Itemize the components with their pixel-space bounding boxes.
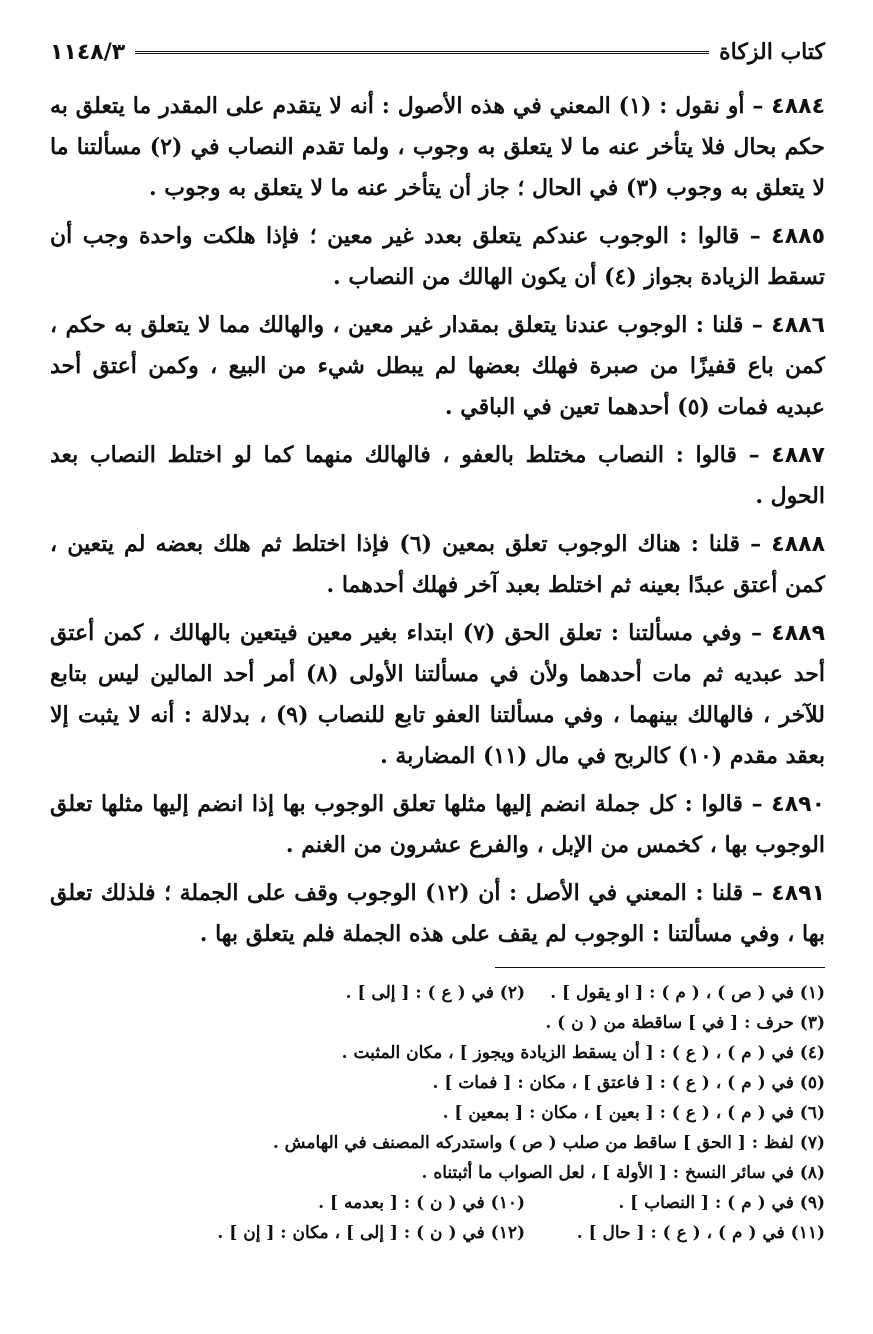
footnote-8: (٨) في سائر النسخ : [ الأولة ] ، لعل الصواب ما أثبتناه . (421, 1163, 825, 1183)
footnote-row (50, 978, 825, 1008)
header-rule (135, 51, 709, 54)
page-number: ١١٤٨/٣ (50, 39, 126, 65)
paragraph-number: ٤٨٩٠ (771, 792, 826, 817)
footnote-5: (٥) في ( م ) ، ( ع ) : [ فاعتق ] ، مكان : [ فمات ] . (432, 1073, 825, 1093)
paragraph (50, 613, 825, 777)
book-page (50, 30, 825, 1248)
paragraph-number: ٤٨٨٤ (771, 94, 825, 119)
footnote-4: (٤) في ( م ) ، ( ع ) : [ أن يسقط الزيادة ويجوز ] ، مكان المثبت . (341, 1043, 825, 1063)
footnote-11: (١١) في ( م ) ، ( ع ) : [ حال ] . (576, 1223, 825, 1243)
paragraph-text: – وفي مسألتنا : تعلق الحق (٧) ابتداء بغير معين فيتعين بالهالك ، كمن أعتق أحد عبديه ثم مات أحدهما ولأن في مسألتنا الأولى (٨) أمر أحد المالين ليس بتابع للآخر ، فالهالك بينهما ، وفي مسألتنا العفو تابع للنصاب (٩) ، بدلالة : أنه لا يثبت إلا بعقد مقدم (١٠) كالربح في مال (١١) المضاربة . (50, 620, 826, 769)
footnote-10: (١٠) في ( ن ) : [ بعدمه ] . (318, 1193, 525, 1213)
footnote-12: (١٢) في ( ن ) : [ إلى ] ، مكان : [ إن ] . (217, 1223, 525, 1243)
paragraph-text: – قلنا : المعني في الأصل : أن (١٢) الوجوب وقف على الجملة ؛ فلذلك تعلق بها ، وفي مسألتنا : الوجوب لم يقف على هذه الجملة فلم يتعلق بها . (50, 880, 825, 947)
paragraph-text: – قالوا : كل جملة انضم إليها مثلها تعلق الوجوب بها إذا انضم إليها مثلها تعلق الوجوب بها ، كخمس من الإبل ، والفرع عشرون من الغنم . (50, 791, 825, 858)
paragraph-text: – قلنا : الوجوب عندنا يتعلق بمقدار غير معين ، والهالك مما لا يتعلق به حكم ، كمن باع قفيزًا من صبرة فهلك بعضها لم يبطل شيء من البيع ، وكمن أعتق أحد عبديه فمات (٥) أحدهما تعين في الباقي . (50, 312, 825, 420)
paragraph-text: – أو نقول : (١) المعني في هذه الأصول : أنه لا يتقدم على المقدر ما يتعلق به حكم بحال فلا يتأخر عنه ما لا يتعلق به وجوب ، ولما تقدم النصاب في (٢) مسألتنا ما لا يتعلق به وجوب (٣) في الحال ؛ جاز أن يتأخر عنه ما لا يتعلق به وجوب . (50, 93, 825, 201)
paragraph (50, 435, 825, 517)
paragraph (50, 216, 825, 298)
book-title: كتاب الزكاة (719, 39, 825, 65)
paragraph-text: – قلنا : هناك الوجوب تعلق بمعين (٦) فإذا اختلط ثم هلك بعضه لم يتعين ، كمن أعتق عبدًا بعينه ثم اختلط بعبد آخر فهلك أحدهما . (50, 531, 825, 598)
page-header (50, 30, 825, 74)
footnote-6: (٦) في ( م ) ، ( ع ) : [ بعين ] ، مكان : [ بمعين ] . (442, 1103, 825, 1123)
footnote-row (50, 1218, 825, 1248)
paragraph (50, 784, 825, 866)
paragraph-number: ٤٨٨٨ (771, 532, 825, 557)
main-text (50, 86, 825, 955)
paragraph-number: ٤٨٨٩ (771, 621, 825, 646)
footnote-separator (495, 967, 825, 968)
footnote-2: (٢) في ( ع ) : [ إلى ] . (345, 983, 525, 1003)
footnote-1: (١) في ( ص ) ، ( م ) : [ او يقول ] . (550, 983, 825, 1003)
paragraph (50, 524, 825, 606)
footnote-row (50, 1188, 825, 1218)
paragraph-text: – قالوا : النصاب مختلط بالعفو ، فالهالك منهما كما لو اختلط النصاب بعد الحول . (50, 442, 825, 509)
paragraph-number: ٤٨٩١ (771, 881, 825, 906)
paragraph-number: ٤٨٨٥ (771, 224, 826, 249)
footnote-3: (٣) حرف : [ في ] ساقطة من ( ن ) . (545, 1013, 825, 1033)
paragraph-number: ٤٨٨٧ (771, 443, 825, 468)
paragraph (50, 305, 825, 428)
footnotes (50, 978, 825, 1248)
paragraph-number: ٤٨٨٦ (771, 313, 825, 338)
footnote-9: (٩) في ( م ) : [ النصاب ] . (618, 1193, 825, 1213)
footnote-7: (٧) لفظ : [ الحق ] ساقط من صلب ( ص ) واستدركه المصنف في الهامش . (272, 1133, 825, 1153)
paragraph (50, 873, 825, 955)
paragraph (50, 86, 825, 209)
paragraph-text: – قالوا : الوجوب عندكم يتعلق بعدد غير معين ؛ فإذا هلكت واحدة وجب أن تسقط الزيادة بجواز (٤) أن يكون الهالك من النصاب . (50, 223, 825, 290)
